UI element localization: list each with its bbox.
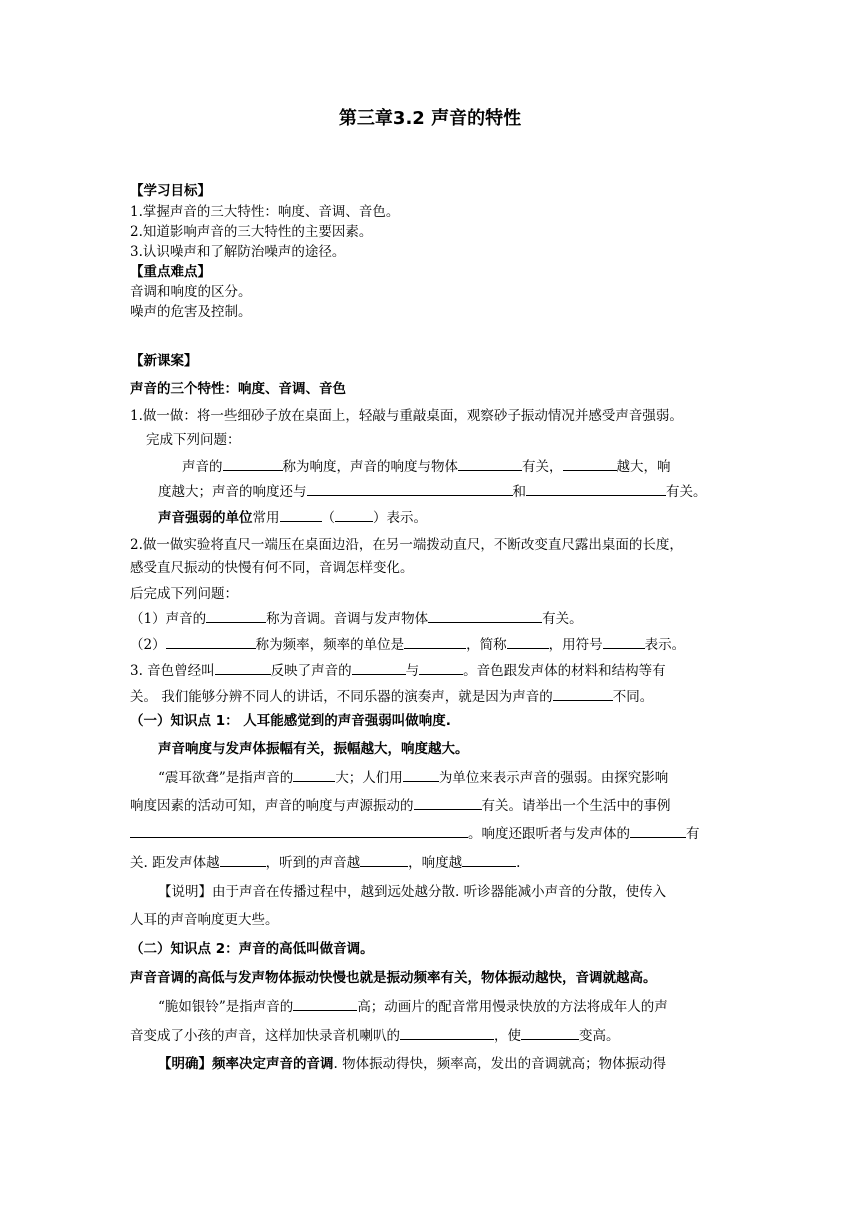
question-1-text: 1.做一做：将一些细砂子放在桌面上，轻敲与重敲桌面，观察砂子振动情况并感受声音强弱。 — [130, 408, 683, 424]
knowledge-point-1-heading: （一）知识点 1： 人耳能感觉到的声音强弱叫做响度. — [130, 713, 451, 729]
answer-blank[interactable] — [280, 509, 322, 522]
answer-blank[interactable] — [462, 854, 516, 867]
answer-blank[interactable] — [352, 662, 406, 675]
question-1-fill-2: 度越大；声音的响度还与 和 有关。 — [158, 484, 707, 500]
question-2-text: 感受直尺振动的快慢有何不同，音调怎样变化。 — [130, 560, 414, 576]
question-2-fill-2: （2） 称为频率，频率的单位是 ，简称 ，用符号 表示。 — [130, 637, 686, 653]
knowledge-point-1-rule: 声音响度与发声体振幅有关，振幅越大，响度越大。 — [158, 741, 469, 757]
answer-blank[interactable] — [553, 688, 613, 701]
knowledge-point-2-heading: （二）知识点 2：声音的高低叫做音调。 — [130, 941, 374, 957]
question-2-instruction: 后完成下列问题： — [130, 586, 238, 602]
answer-blank[interactable] — [206, 610, 266, 623]
answer-blank[interactable] — [166, 636, 256, 649]
answer-blank[interactable] — [521, 1027, 579, 1040]
answer-blank[interactable] — [293, 769, 335, 782]
kp1-fill-3: 。响度还跟听者与发声体的 有 — [130, 825, 730, 843]
kp2-clarify: 【明确】频率决定声音的音调. 物体振动得快，频率高，发出的音调就高；物体振动得 — [158, 1056, 667, 1072]
question-3-fill-1: 3. 音色曾经叫 反映了声音的 与 。音色跟发声体的材料和结构等有 — [130, 663, 666, 679]
goal-item: 1.掌握声音的三大特性：响度、音调、音色。 — [130, 204, 400, 220]
answer-blank[interactable] — [130, 825, 468, 838]
goal-item: 2.知道影响声音的三大特性的主要因素。 — [130, 224, 373, 240]
answer-blank[interactable] — [630, 825, 686, 838]
answer-blank[interactable] — [360, 854, 408, 867]
question-2-text: 2.做一做实验将直尺一端压在桌面边沿，在另一端拨动直尺，不断改变直尺露出桌面的长度， — [130, 537, 683, 553]
answer-blank[interactable] — [428, 610, 542, 623]
kp1-fill-4: 关. 距发声体越 ，听到的声音越 ，响度越 . — [130, 855, 521, 871]
answer-blank[interactable] — [335, 509, 373, 522]
answer-blank[interactable] — [563, 458, 617, 471]
goals-heading: 【学习目标】 — [130, 183, 211, 199]
new-lesson-heading: 【新课案】 — [130, 353, 198, 369]
kp2-fill-2: 音变成了小孩的声音，这样加快录音机喇叭的 ，使 变高。 — [130, 1028, 620, 1044]
answer-blank[interactable] — [419, 662, 463, 675]
answer-blank[interactable] — [307, 483, 513, 496]
page-title: 第三章3.2 声音的特性 — [338, 108, 522, 129]
answer-blank[interactable] — [507, 636, 549, 649]
question-1-fill-3: 声音强弱的单位常用 （ ）表示。 — [158, 510, 427, 526]
key-heading: 【重点难点】 — [130, 264, 211, 280]
key-item: 音调和响度的区分。 — [130, 284, 252, 300]
answer-blank[interactable] — [215, 662, 271, 675]
knowledge-point-2-rule: 声音音调的高低与发声物体振动快慢也就是振动频率有关，物体振动越快，音调就越高。 — [130, 970, 657, 986]
answer-blank[interactable] — [414, 797, 482, 810]
answer-blank[interactable] — [403, 769, 439, 782]
answer-blank[interactable] — [404, 636, 466, 649]
question-3-fill-2: 关。 我们能够分辨不同人的讲话，不同乐器的演奏声，就是因为声音的 不同。 — [130, 689, 654, 705]
kp2-fill-1: “脆如银铃”是指声音的 高；动画片的配音常用慢录快放的方法将成年人的声 — [158, 999, 668, 1015]
answer-blank[interactable] — [458, 458, 522, 471]
question-1-fill-1: 声音的 称为响度，声音的响度与物体 有关， 越大，响 — [182, 459, 671, 475]
answer-blank[interactable] — [293, 998, 357, 1011]
answer-blank[interactable] — [223, 458, 283, 471]
key-item: 噪声的危害及控制。 — [130, 304, 252, 320]
kp1-note: 人耳的声音响度更大些。 — [130, 912, 279, 928]
kp1-note: 【说明】由于声音在传播过程中，越到远处越分散. 听诊器能减小声音的分散，使传入 — [158, 884, 667, 900]
answer-blank[interactable] — [220, 854, 266, 867]
answer-blank[interactable] — [400, 1027, 494, 1040]
kp1-fill-1: “震耳欲聋”是指声音的 大；人们用 为单位来表示声音的强弱。由探究影响 — [158, 770, 669, 786]
goal-item: 3.认识噪声和了解防治噪声的途径。 — [130, 244, 346, 260]
kp1-fill-2: 响度因素的活动可知，声音的响度与声源振动的 有关。请举出一个生活中的事例 — [130, 798, 671, 814]
answer-blank[interactable] — [526, 483, 666, 496]
question-1-instruction: 完成下列问题： — [146, 432, 241, 448]
question-2-fill-1: （1）声音的 称为音调。音调与发声物体 有关。 — [130, 611, 583, 627]
answer-blank[interactable] — [603, 636, 645, 649]
new-lesson-subheading: 声音的三个特性：响度、音调、音色 — [130, 381, 346, 397]
